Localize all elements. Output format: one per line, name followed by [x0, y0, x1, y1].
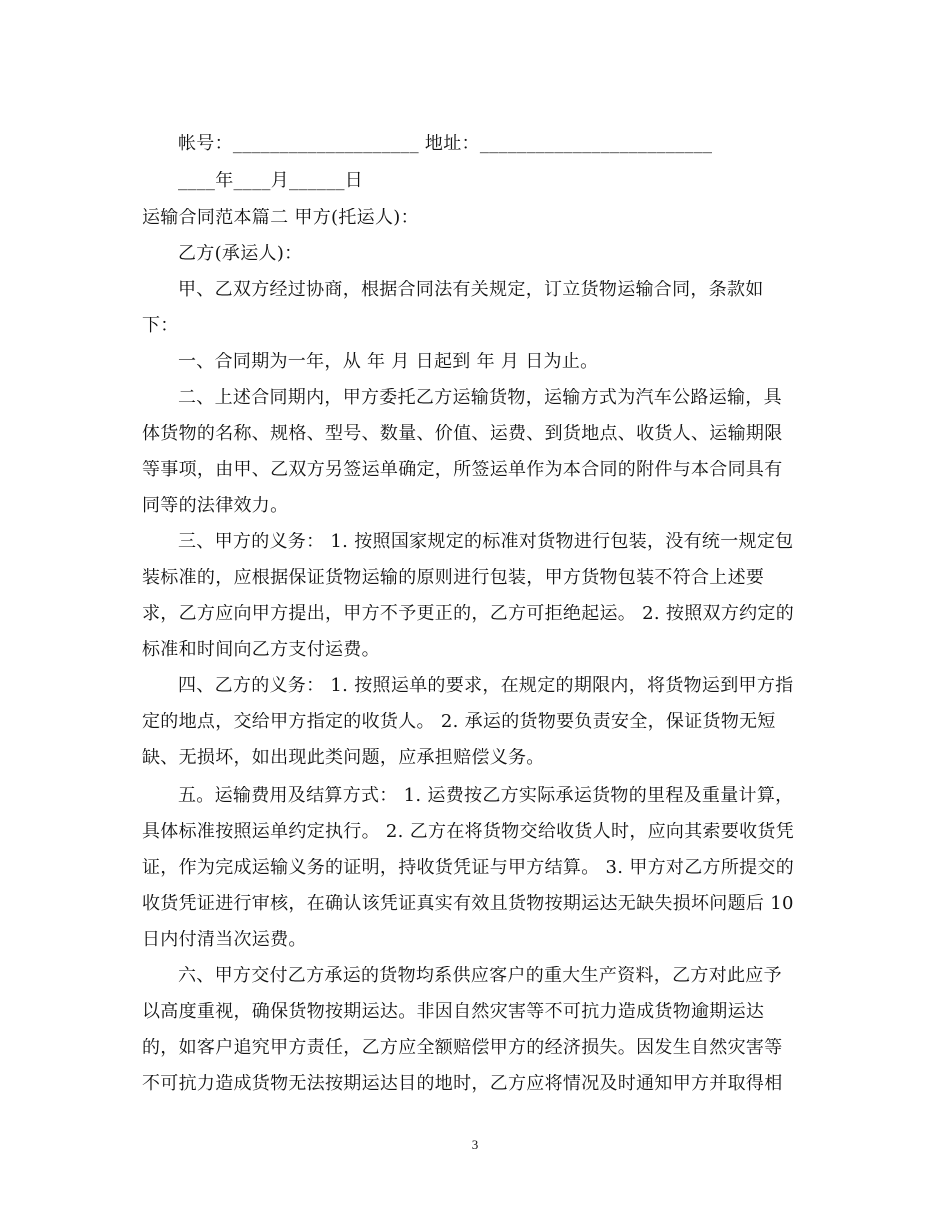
paragraph-line: 缺、无损坏，如出现此类问题，应承担赔偿义务。 — [142, 748, 545, 768]
paragraph-line: 求，乙方应向甲方提出，甲方不予更正的，乙方可拒绝起运。 2. 按照双方约定的 — [142, 604, 795, 624]
paragraph-line: 下： — [142, 316, 179, 336]
paragraph-line: 四、乙方的义务： 1. 按照运单的要求，在规定的期限内，将货物运到甲方指 — [178, 676, 794, 696]
party-b-line: 乙方(承运人)： — [178, 244, 303, 264]
paragraph-line: 以高度重视，确保货物按期运达。非因自然灾害等不可抗力造成货物逾期运达 — [142, 1002, 765, 1022]
paragraph-line: 的，如客户追究甲方责任，乙方应全额赔偿甲方的经济损失。因发生自然灾害等 — [142, 1038, 783, 1058]
paragraph-line: 三、甲方的义务： 1. 按照国家规定的标准对货物进行包装，没有统一规定包 — [178, 532, 794, 552]
paragraph-line: 同等的法律效力。 — [142, 496, 289, 516]
paragraph-line: 甲、乙双方经过协商，根据合同法有关规定，订立货物运输合同，条款如 — [178, 280, 764, 300]
section-heading: 运输合同范本篇二 甲方(托运人)： — [142, 208, 419, 228]
paragraph-line: 五。运输费用及结算方式： 1. 运费按乙方实际承运货物的里程及重量计算， — [178, 786, 794, 806]
paragraph-line: 证，作为完成运输义务的证明，持收货凭证与甲方结算。 3. 甲方对乙方所提交的 — [142, 858, 795, 878]
paragraph-line: 装标准的，应根据保证货物运输的原则进行包装，甲方货物包装不符合上述要 — [142, 568, 765, 588]
paragraph-line: 体货物的名称、规格、型号、数量、价值、运费、到货地点、收货人、运输期限 — [142, 424, 783, 444]
paragraph-line: 具体标准按照运单约定执行。 2. 乙方在将货物交给收货人时，应向其索要收货凭 — [142, 822, 795, 842]
paragraph-line: 六、甲方交付乙方承运的货物均系供应客户的重大生产资料，乙方对此应予 — [178, 966, 782, 986]
account-address-line: 帐号：____________________ 地址：_________________________ — [178, 134, 713, 154]
paragraph-line: 二、上述合同期内，甲方委托乙方运输货物，运输方式为汽车公路运输，具 — [178, 388, 782, 408]
paragraph-line: 收货凭证进行审核，在确认该凭证真实有效且货物按期运达无缺失损坏问题后 10 — [142, 894, 794, 914]
page-number: 3 — [471, 1137, 479, 1152]
paragraph-line: 日内付清当次运费。 — [142, 930, 307, 950]
paragraph-line: 等事项，由甲、乙双方另签运单确定，所签运单作为本合同的附件与本合同具有 — [142, 460, 783, 480]
paragraph-line: 定的地点，交给甲方指定的收货人。 2. 承运的货物要负责安全，保证货物无短 — [142, 712, 776, 732]
date-line: ____年____月______日 — [178, 171, 364, 191]
paragraph-line: 不可抗力造成货物无法按期运达目的地时，乙方应将情况及时通知甲方并取得相 — [142, 1074, 783, 1094]
paragraph-line: 一、合同期为一年，从 年 月 日起到 年 月 日为止。 — [178, 352, 599, 372]
paragraph-line: 标准和时间向乙方支付运费。 — [142, 640, 380, 660]
